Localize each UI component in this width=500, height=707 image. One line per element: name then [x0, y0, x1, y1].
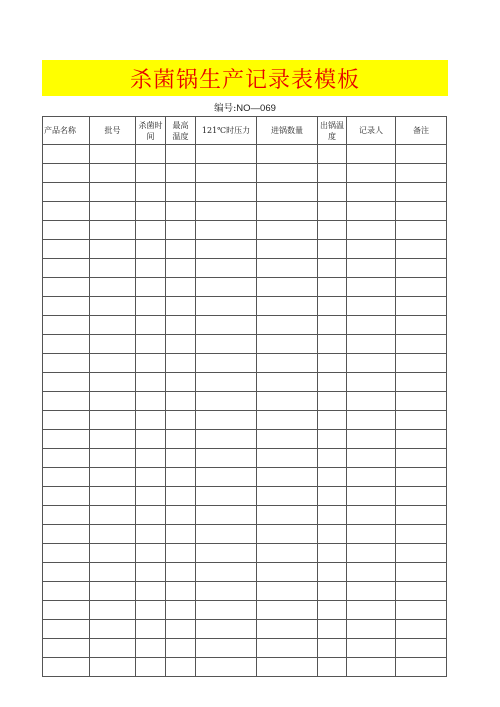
table-cell-max-temp[interactable] [166, 658, 196, 677]
table-cell-remarks[interactable] [396, 525, 447, 544]
table-cell-load-qty[interactable] [257, 392, 318, 411]
table-cell-product-name[interactable] [43, 582, 90, 601]
table-cell-pressure-121[interactable] [196, 430, 257, 449]
table-cell-remarks[interactable] [396, 430, 447, 449]
table-cell-product-name[interactable] [43, 620, 90, 639]
table-cell-product-name[interactable] [43, 639, 90, 658]
table-cell-max-temp[interactable] [166, 373, 196, 392]
table-row [43, 221, 447, 240]
table-cell-exit-temp[interactable] [318, 164, 347, 183]
table-cell-batch-no[interactable] [90, 620, 136, 639]
table-cell-recorder[interactable] [347, 658, 396, 677]
table-cell-remarks[interactable] [396, 411, 447, 430]
table-cell-sterilize-time[interactable] [136, 430, 166, 449]
table-cell-batch-no[interactable] [90, 468, 136, 487]
table-cell-load-qty[interactable] [257, 563, 318, 582]
table-row [43, 658, 447, 677]
table-cell-max-temp[interactable] [166, 430, 196, 449]
table-row [43, 411, 447, 430]
table-cell-load-qty[interactable] [257, 544, 318, 563]
table-cell-remarks[interactable] [396, 487, 447, 506]
table-cell-product-name[interactable] [43, 297, 90, 316]
table-cell-batch-no[interactable] [90, 335, 136, 354]
table-cell-remarks[interactable] [396, 183, 447, 202]
table-cell-max-temp[interactable] [166, 506, 196, 525]
table-cell-sterilize-time[interactable] [136, 639, 166, 658]
table-cell-pressure-121[interactable] [196, 240, 257, 259]
table-cell-product-name[interactable] [43, 221, 90, 240]
table-cell-max-temp[interactable] [166, 221, 196, 240]
table-cell-remarks[interactable] [396, 297, 447, 316]
table-cell-exit-temp[interactable] [318, 278, 347, 297]
table-cell-pressure-121[interactable] [196, 563, 257, 582]
table-cell-remarks[interactable] [396, 506, 447, 525]
table-cell-max-temp[interactable] [166, 525, 196, 544]
table-cell-remarks[interactable] [396, 164, 447, 183]
table-cell-batch-no[interactable] [90, 278, 136, 297]
table-cell-remarks[interactable] [396, 449, 447, 468]
table-cell-load-qty[interactable] [257, 240, 318, 259]
table-row [43, 335, 447, 354]
table-cell-pressure-121[interactable] [196, 316, 257, 335]
table-cell-product-name[interactable] [43, 354, 90, 373]
table-cell-max-temp[interactable] [166, 335, 196, 354]
table-cell-exit-temp[interactable] [318, 354, 347, 373]
table-cell-pressure-121[interactable] [196, 544, 257, 563]
table-cell-product-name[interactable] [43, 487, 90, 506]
table-cell-product-name[interactable] [43, 373, 90, 392]
table-cell-load-qty[interactable] [257, 449, 318, 468]
table-cell-batch-no[interactable] [90, 373, 136, 392]
table-cell-max-temp[interactable] [166, 582, 196, 601]
table-cell-pressure-121[interactable] [196, 658, 257, 677]
table-cell-recorder[interactable] [347, 582, 396, 601]
table-cell-sterilize-time[interactable] [136, 411, 166, 430]
table-cell-recorder[interactable] [347, 468, 396, 487]
table-row [43, 278, 447, 297]
table-cell-exit-temp[interactable] [318, 392, 347, 411]
table-row [43, 430, 447, 449]
table-cell-sterilize-time[interactable] [136, 563, 166, 582]
table-cell-exit-temp[interactable] [318, 373, 347, 392]
table-cell-sterilize-time[interactable] [136, 240, 166, 259]
sterilizer-record-table [42, 116, 447, 677]
table-cell-exit-temp[interactable] [318, 259, 347, 278]
table-cell-recorder[interactable] [347, 354, 396, 373]
table-cell-product-name[interactable] [43, 202, 90, 221]
table-cell-sterilize-time[interactable] [136, 259, 166, 278]
table-row [43, 544, 447, 563]
table-cell-product-name[interactable] [43, 240, 90, 259]
table-cell-product-name[interactable] [43, 658, 90, 677]
table-cell-batch-no[interactable] [90, 525, 136, 544]
table-cell-pressure-121[interactable] [196, 335, 257, 354]
table-row [43, 525, 447, 544]
table-cell-load-qty[interactable] [257, 164, 318, 183]
table-row [43, 202, 447, 221]
table-cell-remarks[interactable] [396, 278, 447, 297]
table-cell-exit-temp[interactable] [318, 202, 347, 221]
header-max-temp: 最高 温度 [166, 117, 196, 145]
table-cell-load-qty[interactable] [257, 468, 318, 487]
table-cell-batch-no[interactable] [90, 506, 136, 525]
table-cell-sterilize-time[interactable] [136, 658, 166, 677]
table-cell-remarks[interactable] [396, 259, 447, 278]
table-row [43, 316, 447, 335]
table-cell-recorder[interactable] [347, 620, 396, 639]
header-sterilize-time: 杀菌时 间 [136, 117, 166, 145]
table-cell-recorder[interactable] [347, 392, 396, 411]
table-cell-remarks[interactable] [396, 240, 447, 259]
table-cell-sterilize-time[interactable] [136, 373, 166, 392]
table-cell-remarks[interactable] [396, 221, 447, 240]
header-batch-no: 批号 [90, 117, 136, 145]
table-cell-exit-temp[interactable] [318, 316, 347, 335]
table-cell-max-temp[interactable] [166, 297, 196, 316]
table-cell-max-temp[interactable] [166, 411, 196, 430]
table-cell-batch-no[interactable] [90, 297, 136, 316]
table-cell-remarks[interactable] [396, 373, 447, 392]
table-cell-load-qty[interactable] [257, 487, 318, 506]
table-cell-sterilize-time[interactable] [136, 335, 166, 354]
table-cell-load-qty[interactable] [257, 145, 318, 164]
table-cell-recorder[interactable] [347, 183, 396, 202]
table-cell-batch-no[interactable] [90, 639, 136, 658]
table-cell-max-temp[interactable] [166, 354, 196, 373]
table-cell-exit-temp[interactable] [318, 601, 347, 620]
table-row [43, 487, 447, 506]
table-cell-max-temp[interactable] [166, 202, 196, 221]
table-cell-pressure-121[interactable] [196, 639, 257, 658]
table-cell-recorder[interactable] [347, 145, 396, 164]
table-cell-remarks[interactable] [396, 620, 447, 639]
table-cell-max-temp[interactable] [166, 240, 196, 259]
table-cell-recorder[interactable] [347, 601, 396, 620]
table-cell-load-qty[interactable] [257, 278, 318, 297]
table-cell-load-qty[interactable] [257, 658, 318, 677]
table-cell-product-name[interactable] [43, 392, 90, 411]
table-cell-remarks[interactable] [396, 601, 447, 620]
table-row [43, 373, 447, 392]
table-row [43, 392, 447, 411]
table-cell-exit-temp[interactable] [318, 335, 347, 354]
header-pressure-121: 121℃时压力 [196, 117, 257, 145]
table-cell-remarks[interactable] [396, 145, 447, 164]
table-cell-pressure-121[interactable] [196, 506, 257, 525]
table-cell-max-temp[interactable] [166, 620, 196, 639]
table-cell-product-name[interactable] [43, 544, 90, 563]
table-cell-batch-no[interactable] [90, 601, 136, 620]
table-cell-sterilize-time[interactable] [136, 202, 166, 221]
table-cell-sterilize-time[interactable] [136, 354, 166, 373]
table-cell-load-qty[interactable] [257, 639, 318, 658]
table-cell-batch-no[interactable] [90, 563, 136, 582]
table-cell-product-name[interactable] [43, 563, 90, 582]
table-cell-load-qty[interactable] [257, 582, 318, 601]
table-cell-recorder[interactable] [347, 240, 396, 259]
table-cell-remarks[interactable] [396, 335, 447, 354]
table-cell-exit-temp[interactable] [318, 525, 347, 544]
table-row [43, 449, 447, 468]
table-cell-sterilize-time[interactable] [136, 316, 166, 335]
table-cell-sterilize-time[interactable] [136, 468, 166, 487]
table-cell-exit-temp[interactable] [318, 487, 347, 506]
table-cell-load-qty[interactable] [257, 183, 318, 202]
table-cell-recorder[interactable] [347, 259, 396, 278]
table-row [43, 582, 447, 601]
table-cell-product-name[interactable] [43, 506, 90, 525]
table-cell-product-name[interactable] [43, 278, 90, 297]
table-cell-max-temp[interactable] [166, 392, 196, 411]
table-cell-pressure-121[interactable] [196, 373, 257, 392]
table-cell-exit-temp[interactable] [318, 658, 347, 677]
table-cell-exit-temp[interactable] [318, 297, 347, 316]
table-cell-sterilize-time[interactable] [136, 487, 166, 506]
table-cell-product-name[interactable] [43, 259, 90, 278]
table-cell-recorder[interactable] [347, 506, 396, 525]
table-cell-batch-no[interactable] [90, 449, 136, 468]
table-cell-batch-no[interactable] [90, 202, 136, 221]
table-cell-product-name[interactable] [43, 183, 90, 202]
table-cell-load-qty[interactable] [257, 354, 318, 373]
table-cell-load-qty[interactable] [257, 316, 318, 335]
table-cell-remarks[interactable] [396, 392, 447, 411]
table-cell-exit-temp[interactable] [318, 183, 347, 202]
table-cell-exit-temp[interactable] [318, 411, 347, 430]
table-cell-sterilize-time[interactable] [136, 392, 166, 411]
table-cell-max-temp[interactable] [166, 601, 196, 620]
table-cell-pressure-121[interactable] [196, 145, 257, 164]
table-row [43, 563, 447, 582]
table-cell-sterilize-time[interactable] [136, 525, 166, 544]
table-cell-product-name[interactable] [43, 468, 90, 487]
table-cell-batch-no[interactable] [90, 221, 136, 240]
table-row [43, 240, 447, 259]
table-cell-exit-temp[interactable] [318, 468, 347, 487]
table-cell-sterilize-time[interactable] [136, 506, 166, 525]
table-row [43, 164, 447, 183]
table-cell-pressure-121[interactable] [196, 259, 257, 278]
table-cell-recorder[interactable] [347, 487, 396, 506]
table-cell-exit-temp[interactable] [318, 544, 347, 563]
table-cell-batch-no[interactable] [90, 411, 136, 430]
table-cell-remarks[interactable] [396, 544, 447, 563]
table-cell-sterilize-time[interactable] [136, 183, 166, 202]
table-cell-batch-no[interactable] [90, 544, 136, 563]
table-row [43, 620, 447, 639]
table-cell-sterilize-time[interactable] [136, 544, 166, 563]
table-cell-exit-temp[interactable] [318, 563, 347, 582]
table-cell-remarks[interactable] [396, 354, 447, 373]
table-cell-batch-no[interactable] [90, 658, 136, 677]
table-cell-pressure-121[interactable] [196, 183, 257, 202]
table-cell-exit-temp[interactable] [318, 145, 347, 164]
table-cell-batch-no[interactable] [90, 582, 136, 601]
header-recorder: 记录人 [347, 117, 396, 145]
table-cell-recorder[interactable] [347, 202, 396, 221]
table-cell-max-temp[interactable] [166, 449, 196, 468]
table-cell-pressure-121[interactable] [196, 601, 257, 620]
table-cell-batch-no[interactable] [90, 183, 136, 202]
table-cell-exit-temp[interactable] [318, 221, 347, 240]
table-row [43, 639, 447, 658]
table-body [43, 145, 447, 677]
table-cell-max-temp[interactable] [166, 164, 196, 183]
table-cell-load-qty[interactable] [257, 373, 318, 392]
table-cell-batch-no[interactable] [90, 240, 136, 259]
table-cell-exit-temp[interactable] [318, 639, 347, 658]
table-cell-pressure-121[interactable] [196, 582, 257, 601]
table-cell-batch-no[interactable] [90, 430, 136, 449]
table-cell-pressure-121[interactable] [196, 278, 257, 297]
table-cell-pressure-121[interactable] [196, 525, 257, 544]
table-cell-max-temp[interactable] [166, 468, 196, 487]
table-cell-max-temp[interactable] [166, 145, 196, 164]
table-cell-max-temp[interactable] [166, 563, 196, 582]
table-cell-exit-temp[interactable] [318, 240, 347, 259]
table-cell-exit-temp[interactable] [318, 582, 347, 601]
table-cell-max-temp[interactable] [166, 316, 196, 335]
table-cell-recorder[interactable] [347, 221, 396, 240]
table-row [43, 468, 447, 487]
table-cell-product-name[interactable] [43, 164, 90, 183]
table-cell-exit-temp[interactable] [318, 449, 347, 468]
header-remarks: 备注 [396, 117, 447, 145]
header-load-qty: 进锅数量 [257, 117, 318, 145]
table-cell-load-qty[interactable] [257, 601, 318, 620]
table-cell-product-name[interactable] [43, 430, 90, 449]
table-row [43, 259, 447, 278]
table-cell-product-name[interactable] [43, 601, 90, 620]
table-cell-recorder[interactable] [347, 525, 396, 544]
table-cell-pressure-121[interactable] [196, 297, 257, 316]
table-cell-product-name[interactable] [43, 525, 90, 544]
table-cell-batch-no[interactable] [90, 392, 136, 411]
table-cell-recorder[interactable] [347, 297, 396, 316]
table-cell-remarks[interactable] [396, 468, 447, 487]
table-cell-product-name[interactable] [43, 335, 90, 354]
table-row [43, 354, 447, 373]
table-cell-load-qty[interactable] [257, 430, 318, 449]
table-cell-remarks[interactable] [396, 658, 447, 677]
table-cell-exit-temp[interactable] [318, 506, 347, 525]
table-cell-remarks[interactable] [396, 563, 447, 582]
table-row [43, 506, 447, 525]
table-cell-remarks[interactable] [396, 202, 447, 221]
header-exit-temp: 出锅温 度 [318, 117, 347, 145]
table-cell-sterilize-time[interactable] [136, 221, 166, 240]
table-cell-recorder[interactable] [347, 164, 396, 183]
table-row [43, 145, 447, 164]
table-cell-batch-no[interactable] [90, 145, 136, 164]
table-cell-pressure-121[interactable] [196, 620, 257, 639]
table-cell-pressure-121[interactable] [196, 221, 257, 240]
table-cell-pressure-121[interactable] [196, 392, 257, 411]
table-cell-max-temp[interactable] [166, 544, 196, 563]
table-cell-pressure-121[interactable] [196, 487, 257, 506]
table-cell-sterilize-time[interactable] [136, 278, 166, 297]
table-cell-load-qty[interactable] [257, 335, 318, 354]
table-cell-max-temp[interactable] [166, 639, 196, 658]
table-cell-load-qty[interactable] [257, 221, 318, 240]
table-cell-batch-no[interactable] [90, 354, 136, 373]
table-cell-recorder[interactable] [347, 411, 396, 430]
table-cell-load-qty[interactable] [257, 506, 318, 525]
table-cell-exit-temp[interactable] [318, 430, 347, 449]
table-cell-recorder[interactable] [347, 278, 396, 297]
table-cell-recorder[interactable] [347, 316, 396, 335]
table-cell-recorder[interactable] [347, 639, 396, 658]
table-cell-pressure-121[interactable] [196, 449, 257, 468]
table-cell-product-name[interactable] [43, 145, 90, 164]
table-cell-pressure-121[interactable] [196, 164, 257, 183]
table-cell-sterilize-time[interactable] [136, 145, 166, 164]
table-cell-remarks[interactable] [396, 316, 447, 335]
table-cell-pressure-121[interactable] [196, 468, 257, 487]
table-cell-recorder[interactable] [347, 449, 396, 468]
table-header-row [43, 117, 447, 145]
table-cell-load-qty[interactable] [257, 411, 318, 430]
table-row [43, 297, 447, 316]
document-number-label: 编号: [214, 103, 237, 114]
table-cell-load-qty[interactable] [257, 525, 318, 544]
table-row [43, 601, 447, 620]
table-cell-load-qty[interactable] [257, 297, 318, 316]
table-cell-sterilize-time[interactable] [136, 297, 166, 316]
table-cell-exit-temp[interactable] [318, 620, 347, 639]
table-cell-batch-no[interactable] [90, 487, 136, 506]
table-cell-recorder[interactable] [347, 430, 396, 449]
table-cell-pressure-121[interactable] [196, 354, 257, 373]
document-number-value: NO—069 [236, 103, 276, 114]
table-cell-pressure-121[interactable] [196, 202, 257, 221]
table-cell-sterilize-time[interactable] [136, 620, 166, 639]
table-cell-batch-no[interactable] [90, 164, 136, 183]
table-cell-load-qty[interactable] [257, 620, 318, 639]
table-cell-sterilize-time[interactable] [136, 601, 166, 620]
document-title: 杀菌锅生产记录表模板 [129, 67, 360, 93]
table-cell-remarks[interactable] [396, 582, 447, 601]
table-cell-sterilize-time[interactable] [136, 164, 166, 183]
table-cell-recorder[interactable] [347, 335, 396, 354]
header-product-name: 产品名称 [43, 117, 90, 145]
table-cell-remarks[interactable] [396, 639, 447, 658]
table-cell-product-name[interactable] [43, 316, 90, 335]
table-cell-max-temp[interactable] [166, 259, 196, 278]
table-cell-recorder[interactable] [347, 373, 396, 392]
table-cell-max-temp[interactable] [166, 183, 196, 202]
table-row [43, 183, 447, 202]
table-cell-sterilize-time[interactable] [136, 582, 166, 601]
table-cell-recorder[interactable] [347, 563, 396, 582]
table-cell-pressure-121[interactable] [196, 411, 257, 430]
table-cell-load-qty[interactable] [257, 202, 318, 221]
table-cell-batch-no[interactable] [90, 316, 136, 335]
table-cell-product-name[interactable] [43, 449, 90, 468]
title-banner [42, 60, 448, 96]
table-cell-product-name[interactable] [43, 411, 90, 430]
table-cell-max-temp[interactable] [166, 278, 196, 297]
table-cell-sterilize-time[interactable] [136, 449, 166, 468]
table-cell-recorder[interactable] [347, 544, 396, 563]
table-cell-batch-no[interactable] [90, 259, 136, 278]
table-cell-max-temp[interactable] [166, 487, 196, 506]
table-cell-load-qty[interactable] [257, 259, 318, 278]
document-number [42, 102, 448, 116]
